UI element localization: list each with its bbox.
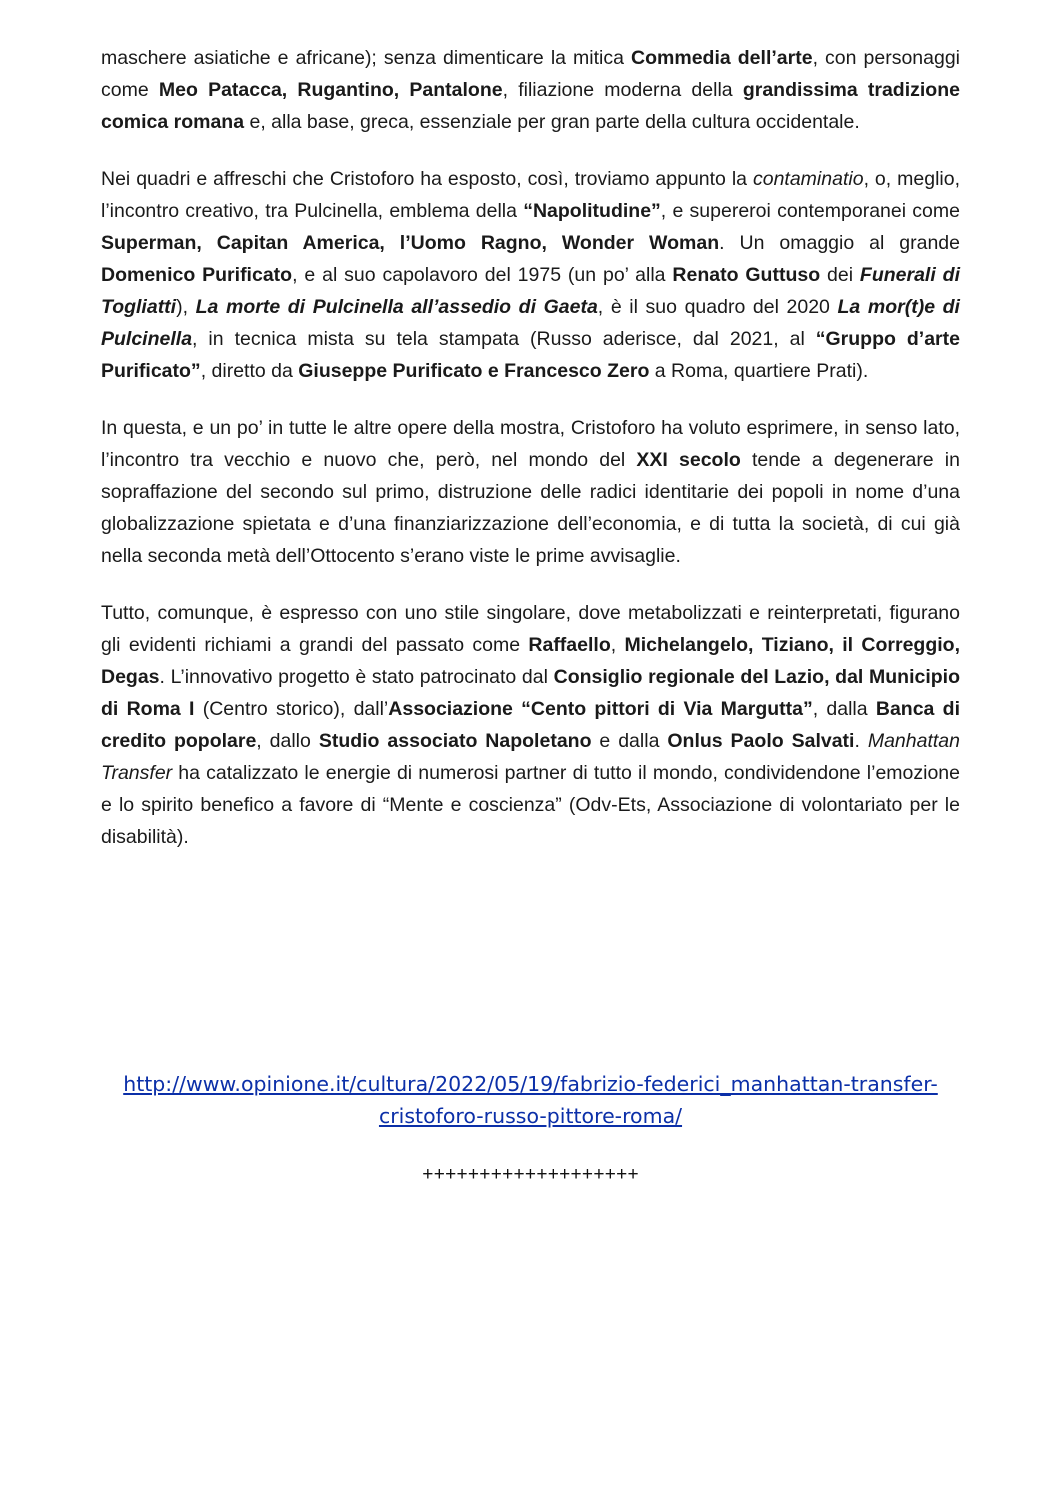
bold-text: Renato Guttuso — [672, 264, 821, 286]
bold-italic-text: Funerali di Togliatti — [101, 264, 960, 318]
plain-text: , è il suo quadro del 2020 — [597, 296, 838, 318]
source-link-line-1: http://www.opinione.it/cultura/2022/05/19/fabrizio-federici_manhattan-transfer- — [123, 1072, 938, 1096]
bold-text: Associazione “Cento pittori di Via Margutta” — [388, 698, 813, 720]
paragraph-3 — [101, 412, 960, 572]
bold-text: Studio associato Napoletano — [318, 730, 592, 752]
plain-text: , e al suo capolavoro del 1975 (un po’ alla — [292, 264, 673, 286]
plain-text: , e supereroi contemporanei come — [660, 200, 960, 222]
bold-text: Domenico Purificato — [101, 264, 293, 286]
plain-text: In questa, e un po’ in tutte le altre opere della mostra, Cristoforo ha voluto esprimere, in senso lato, l’incontro tra vecchio e nuovo che, però, nel mondo del — [101, 417, 960, 471]
plain-text: ha catalizzato le energie di numerosi partner di tutto il mondo, condividendone l’emozione e lo spirito benefico a favore di “Mente e coscienza” (Odv-Ets, Associazione di volontariato per le disabilità). — [101, 762, 960, 848]
plain-text: a Roma, quartiere Prati). — [649, 360, 869, 382]
plain-text: maschere asiatiche e africane); senza dimenticare la mitica — [101, 47, 632, 69]
bold-text: Commedia dell’arte — [631, 47, 813, 69]
bold-italic-text: La mor(t)e di Pulcinella — [101, 296, 960, 350]
bold-text: Michelangelo, Tiziano, il Correggio, Degas — [101, 634, 960, 688]
bold-text: grandissima tradizione comica romana — [101, 79, 960, 133]
bold-text: “Gruppo d’arte Purificato” — [101, 328, 960, 382]
plain-text: , filiazione moderna della — [502, 79, 743, 101]
plain-text: Tutto, comunque, è espresso con uno stile singolare, dove metabolizzati e reinterpretati, figurano gli evidenti richiami a grandi del passato come — [101, 602, 960, 656]
italic-text: contaminatio — [752, 168, 864, 190]
source-link-line-2: cristoforo-russo-pittore-roma/ — [378, 1104, 683, 1128]
bold-text: Banca di credito popolare — [101, 698, 960, 752]
plain-text: e, alla base, greca, essenziale per gran parte della cultura occidentale. — [244, 111, 860, 133]
bold-text: Onlus Paolo Salvati — [667, 730, 855, 752]
plain-text: e dalla — [591, 730, 668, 752]
plain-text: . Un omaggio al grande — [719, 232, 960, 254]
italic-text: Manhattan Transfer — [101, 730, 960, 784]
plain-text: tende a degenerare in sopraffazione del secondo sul primo, distruzione delle radici identitarie dei popoli in nome d’una globalizzazione spietata e d’una finanziarizzazione dell’economia, e di tutta la società, di cui già nella seconda metà dell’Ottocento s’erano viste le prime avvisaglie. — [101, 449, 960, 567]
bold-text: Giuseppe Purificato e Francesco Zero — [298, 360, 650, 382]
bold-text: Meo Patacca, Rugantino, Pantalone — [158, 79, 503, 101]
plain-text: , diretto da — [200, 360, 299, 382]
bold-text: Raffaello — [528, 634, 611, 656]
bold-text: XXI secolo — [636, 449, 741, 471]
bold-italic-text: La morte di Pulcinella all’assedio di Gaeta — [195, 296, 598, 318]
source-link-block — [101, 1068, 960, 1132]
plain-text: , o, meglio, l’incontro creativo, tra Pulcinella, emblema della — [101, 168, 960, 222]
plain-text: (Centro storico), dall’ — [194, 698, 389, 720]
bold-text: Superman, Capitan America, l’Uomo Ragno, Wonder Woman — [101, 232, 720, 254]
plain-text: , con personaggi come — [101, 47, 961, 101]
paragraph-2 — [101, 163, 960, 387]
source-link[interactable] — [123, 1072, 938, 1128]
plain-text: , in tecnica mista su tela stampata (Russo aderisce, dal 2021, al — [192, 328, 816, 350]
paragraph-4 — [101, 597, 960, 853]
separator-plus-line: +++++++++++++++++++ — [422, 1164, 639, 1186]
bold-text: “Napolitudine” — [523, 200, 661, 222]
plain-text: . L’innovativo progetto è stato patrocinato dal — [159, 666, 554, 688]
plain-text: ), — [176, 296, 196, 318]
plain-text: , dalla — [812, 698, 876, 720]
bold-text: Consiglio regionale del Lazio, dal Municipio di Roma I — [101, 666, 960, 720]
plain-text: , dallo — [256, 730, 319, 752]
article-body — [101, 42, 960, 878]
paragraph-1 — [101, 42, 960, 138]
plain-text: Nei quadri e affreschi che Cristoforo ha esposto, così, troviamo appunto la — [101, 168, 753, 190]
plain-text: dei — [820, 264, 860, 286]
plain-text: , — [610, 634, 625, 656]
plain-text: . — [854, 730, 868, 752]
